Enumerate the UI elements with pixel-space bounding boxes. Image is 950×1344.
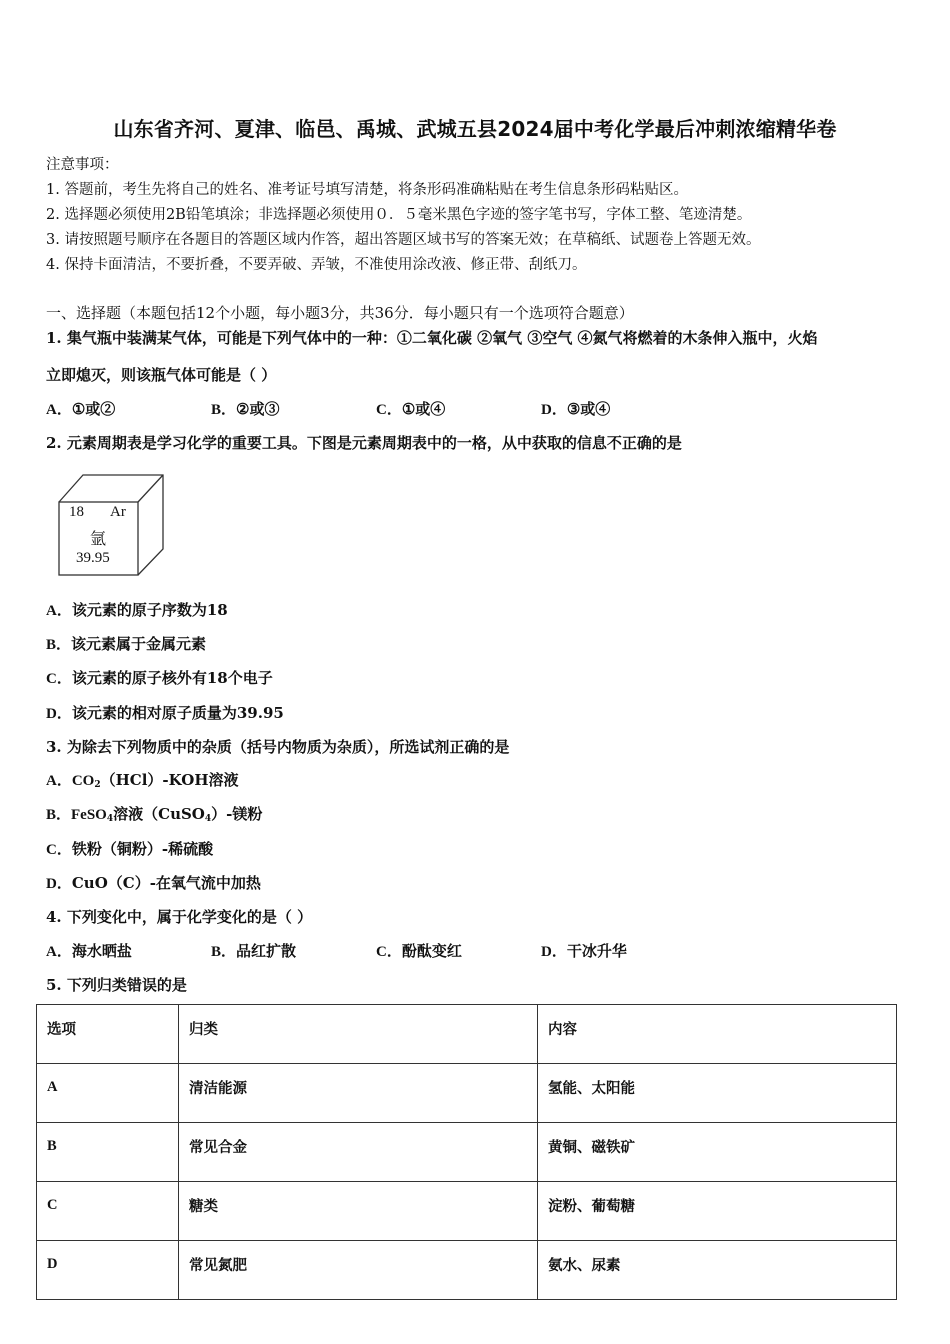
q5-stem: 5. 下列归类错误的是 bbox=[46, 976, 187, 994]
q2-option-a[interactable]: A．该元素的原子序数为18 bbox=[46, 601, 228, 619]
table-cell: 常见氮肥 bbox=[179, 1241, 538, 1300]
q1-option-b[interactable]: B．②或③ bbox=[211, 400, 280, 418]
section-heading: 一、选择题（本题包括12个小题，每小题3分，共36分．每小题只有一个选项符合题意） bbox=[46, 304, 634, 322]
periodic-table-cell bbox=[58, 474, 164, 576]
atomic-number: 18 bbox=[69, 504, 84, 520]
q2-option-c[interactable]: C．该元素的原子核外有18个电子 bbox=[46, 669, 273, 687]
element-symbol: Ar bbox=[110, 504, 126, 520]
table-cell: C bbox=[37, 1182, 179, 1241]
q4-option-a[interactable]: A．海水晒盐 bbox=[46, 942, 132, 960]
notes-heading: 注意事项： bbox=[46, 157, 119, 173]
q1-stem-line1: 1. 集气瓶中装满某气体，可能是下列气体中的一种：①二氧化碳 ②氧气 ③空气 ④氮气将燃着的木条伸入瓶中，火焰 bbox=[46, 329, 818, 347]
q3-option-b[interactable]: B．FeSO$_4$溶液（CuSO$_4$）-镁粉 bbox=[46, 805, 263, 824]
table-header-row bbox=[37, 1005, 897, 1064]
table-cell: D bbox=[37, 1241, 179, 1300]
note-item-1: 1. 答题前，考生先将自己的姓名、准考证号填写清楚，将条形码准确粘贴在考生信息条形码粘贴区。 bbox=[46, 182, 688, 198]
q4-option-c[interactable]: C．酚酞变红 bbox=[376, 942, 462, 960]
table-header-cell: 归类 bbox=[179, 1005, 538, 1064]
q1-option-d[interactable]: D．③或④ bbox=[541, 400, 611, 418]
table-cell: B bbox=[37, 1123, 179, 1182]
note-item-3: 3. 请按照题号顺序在各题目的答题区域内作答，超出答题区域书写的答案无效；在草稿纸、试题卷上答题无效。 bbox=[46, 232, 761, 248]
q1-option-a[interactable]: A．①或② bbox=[46, 400, 116, 418]
table-row bbox=[37, 1241, 897, 1300]
q3-option-d[interactable]: D．CuO（C）-在氧气流中加热 bbox=[46, 874, 261, 892]
table-cell: 常见合金 bbox=[179, 1123, 538, 1182]
classification-table bbox=[36, 1004, 897, 1300]
element-name: 氩 bbox=[90, 529, 107, 548]
q3-stem: 3. 为除去下列物质中的杂质（括号内物质为杂质），所选试剂正确的是 bbox=[46, 738, 510, 756]
table-cell: 清洁能源 bbox=[179, 1064, 538, 1123]
table-row bbox=[37, 1123, 897, 1182]
table-cell: 糖类 bbox=[179, 1182, 538, 1241]
table-cell: 淀粉、葡萄糖 bbox=[538, 1182, 897, 1241]
note-item-2: 2. 选择题必须使用2B铅笔填涂；非选择题必须使用０．５毫米黑色字迹的签字笔书写，字体工整、笔迹清楚。 bbox=[46, 207, 752, 223]
table-header-cell: 选项 bbox=[37, 1005, 179, 1064]
q3-option-a[interactable]: A．$CO_2(HCl)$-KOH溶液 bbox=[46, 771, 239, 790]
q4-option-d[interactable]: D．干冰升华 bbox=[541, 942, 627, 960]
q4-stem: 4. 下列变化中，属于化学变化的是（ ） bbox=[46, 908, 313, 926]
table-header-cell: 内容 bbox=[538, 1005, 897, 1064]
table-cell: A bbox=[37, 1064, 179, 1123]
q2-stem: 2. 元素周期表是学习化学的重要工具。下图是元素周期表中的一格，从中获取的信息不正确的是 bbox=[46, 434, 682, 452]
table-cell: 黄铜、磁铁矿 bbox=[538, 1123, 897, 1182]
table-row bbox=[37, 1064, 897, 1123]
q3-option-c[interactable]: C．铁粉（铜粉）-稀硫酸 bbox=[46, 840, 214, 858]
q1-option-c[interactable]: C．①或④ bbox=[376, 400, 446, 418]
table-cell: 氢能、太阳能 bbox=[538, 1064, 897, 1123]
atomic-mass: 39.95 bbox=[76, 550, 110, 566]
table-cell: 氨水、尿素 bbox=[538, 1241, 897, 1300]
q2-option-b[interactable]: B．该元素属于金属元素 bbox=[46, 635, 207, 653]
cube-outline-icon bbox=[58, 474, 164, 576]
document-title: 山东省齐河、夏津、临邑、禹城、武城五县2024届中考化学最后冲刺浓缩精华卷 bbox=[113, 117, 837, 141]
q4-option-b[interactable]: B．品红扩散 bbox=[211, 942, 297, 960]
note-item-4: 4. 保持卡面清洁，不要折叠，不要弄破、弄皱，不准使用涂改液、修正带、刮纸刀。 bbox=[46, 257, 587, 273]
q2-option-d[interactable]: D．该元素的相对原子质量为39.95 bbox=[46, 704, 284, 722]
q1-stem-line2: 立即熄灭，则该瓶气体可能是（ ） bbox=[46, 366, 277, 384]
table-row bbox=[37, 1182, 897, 1241]
